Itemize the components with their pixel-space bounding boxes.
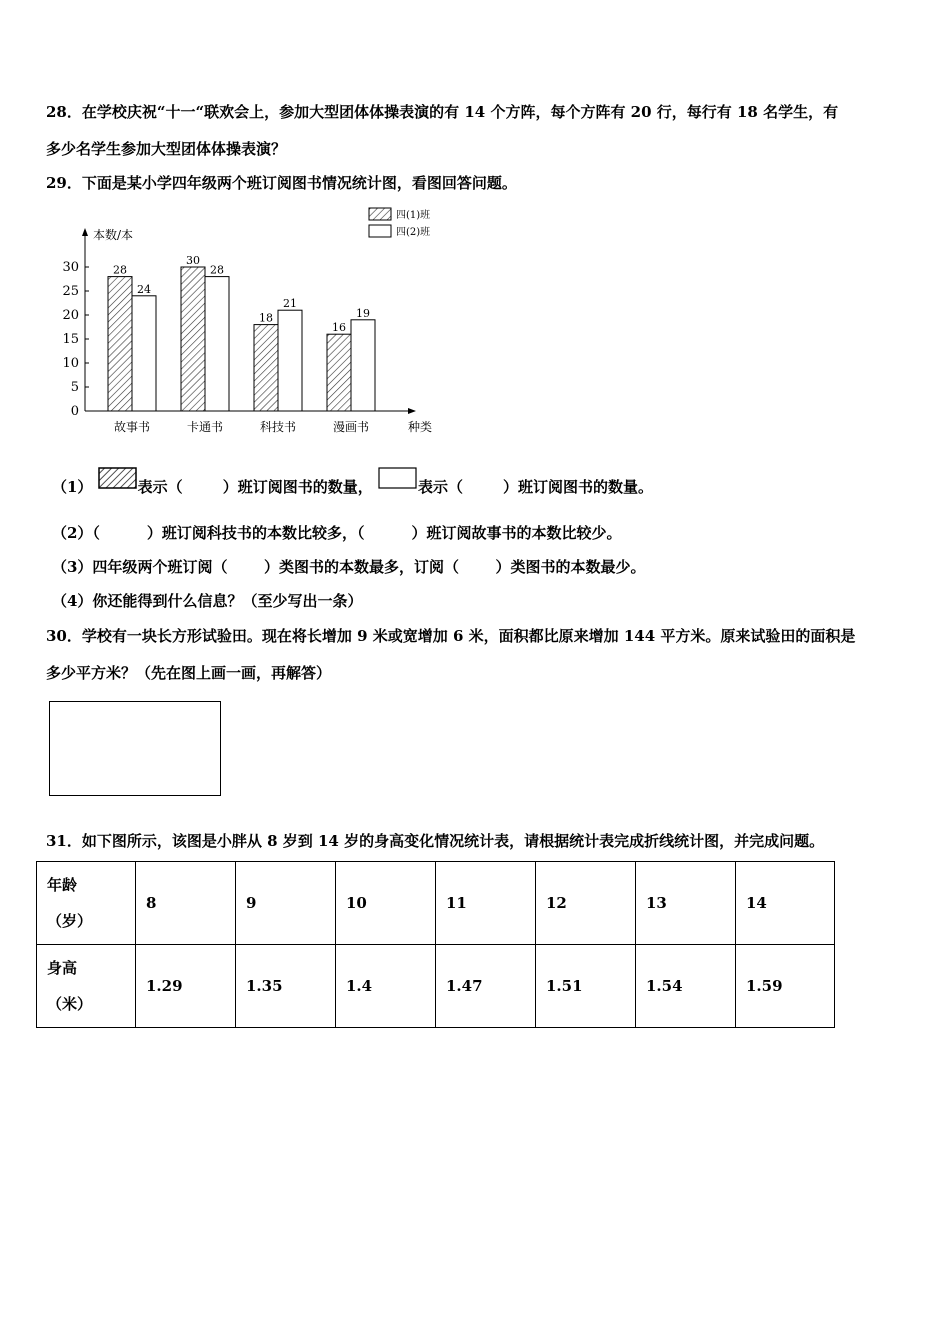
q30-line1: 30．学校有一块长方形试验田。现在将长增加 9 米或宽增加 6 米，面积都比原来增加 144 平方米。原来试验田的面积是 xyxy=(46,627,856,645)
y-tick-label: 0 xyxy=(70,404,79,419)
bar xyxy=(181,267,205,411)
q29-sub4: （4）你还能得到什么信息？（至少写出一条） xyxy=(52,592,363,610)
bar-data-label: 18 xyxy=(259,311,273,325)
bar-chart xyxy=(60,200,450,445)
height-cell: 1.51 xyxy=(536,945,636,1028)
legend-label: 四(1)班 xyxy=(396,210,431,221)
height-cell: 1.47 xyxy=(436,945,536,1028)
sub1-mid3: 表示（ xyxy=(417,478,463,496)
q30-line2: 多少平方米？（先在图上画一画，再解答） xyxy=(46,664,332,682)
height-table xyxy=(36,861,835,1028)
age-cell: 13 xyxy=(636,862,736,945)
y-axis-arrow-icon xyxy=(82,228,88,236)
height-cell: 1.4 xyxy=(336,945,436,1028)
bar-data-label: 16 xyxy=(332,321,346,335)
bar xyxy=(132,296,156,411)
sub1-mid: 表示（ xyxy=(137,478,183,496)
hatched-legend-box xyxy=(98,467,138,491)
bar-data-label: 24 xyxy=(137,282,151,296)
height-label-a: 身高 xyxy=(47,959,78,977)
age-cell: 10 xyxy=(336,862,436,945)
bar xyxy=(254,325,278,411)
y-tick-label: 10 xyxy=(62,356,79,371)
height-cell: 1.29 xyxy=(136,945,236,1028)
bar-data-label: 21 xyxy=(283,297,297,311)
x-tick-label: 科技书 xyxy=(259,420,297,434)
height-cell: 1.54 xyxy=(636,945,736,1028)
y-tick-label: 15 xyxy=(62,332,79,347)
legend-swatch xyxy=(369,208,391,220)
height-label xyxy=(37,945,136,1028)
age-cell: 8 xyxy=(136,862,236,945)
age-cell: 12 xyxy=(536,862,636,945)
bar xyxy=(205,277,229,411)
bar xyxy=(327,334,351,411)
sub1-mid2: ）班订阅图书的数量， xyxy=(222,478,373,496)
y-tick-label: 5 xyxy=(70,380,79,395)
bar-data-label: 19 xyxy=(356,306,370,320)
y-tick-label: 20 xyxy=(62,308,79,323)
x-tick-label: 故事书 xyxy=(113,420,151,434)
sub1-prefix: （1） xyxy=(52,478,93,496)
x-tick-label: 漫画书 xyxy=(332,420,370,434)
y-tick-label: 30 xyxy=(62,260,79,275)
age-label-b: （岁） xyxy=(47,912,93,930)
bar xyxy=(108,277,132,411)
age-label-a: 年龄 xyxy=(47,876,78,894)
y-tick-label: 25 xyxy=(62,284,79,299)
bar-data-label: 28 xyxy=(113,263,127,277)
q28-line2: 多少名学生参加大型团体体操表演？ xyxy=(46,140,287,158)
height-label-b: （米） xyxy=(47,995,93,1013)
height-cell: 1.35 xyxy=(236,945,336,1028)
y-axis-label: 本数/本 xyxy=(93,228,134,242)
q29-sub1 xyxy=(52,477,653,497)
legend-label: 四(2)班 xyxy=(396,227,431,238)
age-cell: 9 xyxy=(236,862,336,945)
q29-sub2: （2）（ ）班订阅科技书的本数比较多，（ ）班订阅故事书的本数比较少。 xyxy=(52,524,622,542)
x-tick-label: 卡通书 xyxy=(186,420,224,434)
q31-intro: 31．如下图所示，该图是小胖从 8 岁到 14 岁的身高变化情况统计表，请根据统计表完成折线统计图，并完成问题。 xyxy=(46,832,825,850)
table-row-height xyxy=(37,945,835,1028)
bar xyxy=(278,310,302,411)
q29-sub3: （3）四年级两个班订阅（ ）类图书的本数最多，订阅（ ）类图书的本数最少。 xyxy=(52,558,646,576)
blank-legend-box xyxy=(378,467,418,491)
q29-intro: 29．下面是某小学四年级两个班订阅图书情况统计图，看图回答问题。 xyxy=(46,174,517,192)
x-axis-arrow-icon xyxy=(408,408,416,414)
age-label xyxy=(37,862,136,945)
bar-data-label: 30 xyxy=(186,254,200,267)
sub1-end: ）班订阅图书的数量。 xyxy=(502,478,653,496)
table-row-age xyxy=(37,862,835,945)
drawing-area[interactable] xyxy=(49,701,221,796)
bar xyxy=(351,320,375,411)
height-cell: 1.59 xyxy=(736,945,835,1028)
bar-data-label: 28 xyxy=(210,263,224,277)
q28-line1: 28．在学校庆祝“十一“联欢会上，参加大型团体体操表演的有 14 个方阵，每个方阵有 20 行，每行有 18 名学生，有 xyxy=(46,103,839,121)
legend-swatch xyxy=(369,225,391,237)
x-axis-label: 种类 xyxy=(407,420,433,434)
age-cell: 14 xyxy=(736,862,835,945)
age-cell: 11 xyxy=(436,862,536,945)
